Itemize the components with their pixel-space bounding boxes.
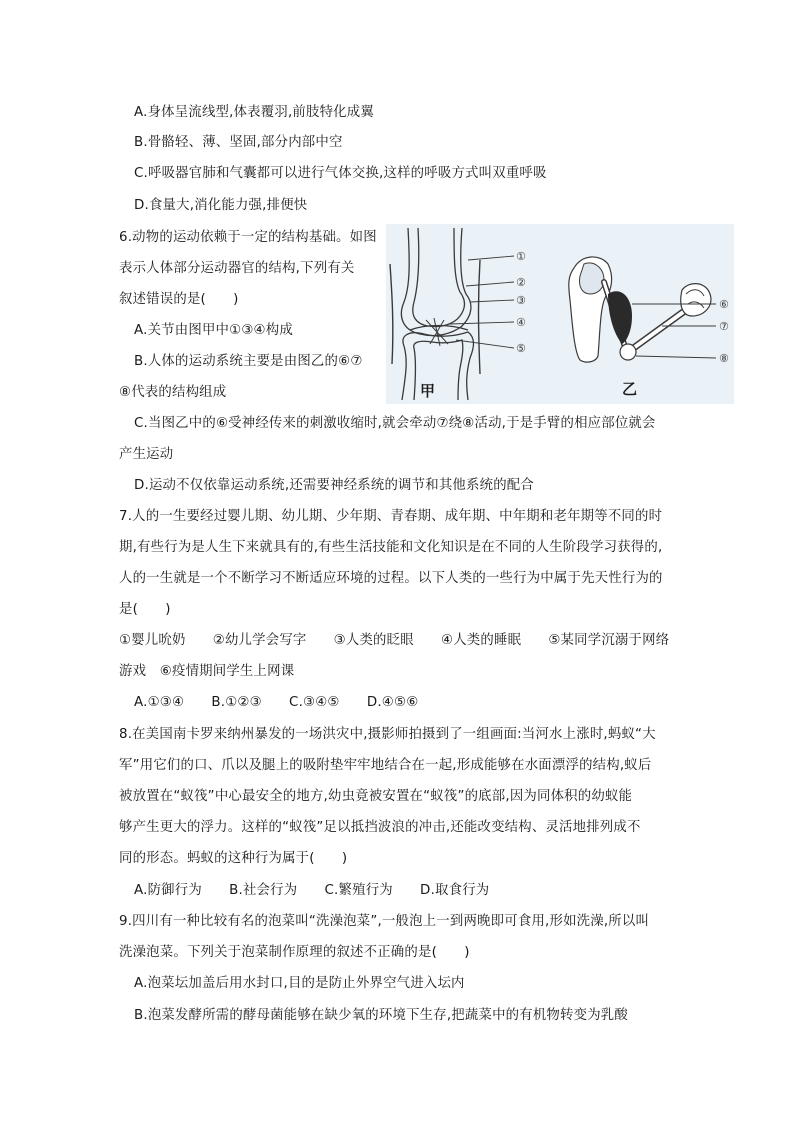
q8-stem-line-1: 8.在美国南卡罗来纳州暴发的一场洪灾中,摄影师拍摄到了一组画面:当河水上涨时,蚂蚁“大 bbox=[119, 727, 656, 742]
marker-1: ① bbox=[516, 250, 526, 263]
knee-joint-drawing bbox=[390, 228, 514, 400]
q9-option-a[interactable]: A.泡菜坛加盖后用水封口,目的是防止外界空气进入坛内 bbox=[134, 976, 465, 991]
marker-6: ⑥ bbox=[719, 298, 729, 311]
q7-stem-line-3: 人的一生就是一个不断学习不断适应环境的过程。以下人类的一些行为中属于先天性行为的 bbox=[119, 571, 663, 586]
marker-2: ② bbox=[516, 276, 526, 289]
q5-option-b[interactable]: B.骨骼轻、薄、坚固,部分内部中空 bbox=[134, 135, 343, 150]
q9-stem-line-1: 9.四川有一种比较有名的泡菜叫“洗澡泡菜”,一般泡上一到两晚即可食用,形如洗澡,所以叫 bbox=[119, 914, 650, 929]
q6-option-c[interactable]: C.当图乙中的⑥受神经传来的刺激收缩时,就会牵动⑦绕⑧活动,于是手臂的相应部位就会 bbox=[134, 416, 656, 431]
q5-option-a[interactable]: A.身体呈流线型,体表覆羽,前肢特化成翼 bbox=[134, 105, 374, 120]
q7-items-line-2: 游戏 ⑥疫情期间学生上网课 bbox=[119, 664, 295, 679]
q7-options[interactable]: A.①③④ B.①②③ C.③④⑤ D.④⑤⑥ bbox=[134, 695, 419, 710]
q5-option-c[interactable]: C.呼吸器官肺和气囊都可以进行气体交换,这样的呼吸方式叫双重呼吸 bbox=[134, 166, 547, 181]
marker-3: ③ bbox=[516, 294, 526, 307]
arm-drawing bbox=[569, 257, 716, 362]
q8-options[interactable]: A.防御行为 B.社会行为 C.繁殖行为 D.取食行为 bbox=[134, 883, 490, 898]
q5-option-d[interactable]: D.食量大,消化能力强,排便快 bbox=[134, 198, 308, 213]
q6-stem-line-1: 6.动物的运动依赖于一定的结构基础。如图 bbox=[119, 230, 377, 245]
q6-stem-line-3: 叙述错误的是( ) bbox=[119, 292, 239, 307]
q9-stem-line-2: 洗澡泡菜。下列关于泡菜制作原理的叙述不正确的是( ) bbox=[119, 945, 470, 960]
q9-option-b[interactable]: B.泡菜发酵所需的酵母菌能够在缺少氧的环境下生存,把蔬菜中的有机物转变为乳酸 bbox=[134, 1008, 628, 1023]
q8-stem-line-4: 够产生更大的浮力。这样的“蚁筏”足以抵挡波浪的冲击,还能改变结构、灵活地排列成不 bbox=[119, 820, 641, 835]
label-jia: 甲 bbox=[420, 382, 436, 400]
q6-stem-line-2: 表示人体部分运动器官的结构,下列有关 bbox=[119, 261, 355, 276]
figure-svg bbox=[386, 224, 734, 404]
motor-organ-figure bbox=[386, 224, 734, 404]
label-yi: 乙 bbox=[622, 380, 638, 398]
marker-5: ⑤ bbox=[516, 342, 526, 355]
q7-items-line-1: ①婴儿吮奶 ②幼儿学会写字 ③人类的眨眼 ④人类的睡眠 ⑤某同学沉溺于网络 bbox=[119, 633, 670, 648]
q6-option-c-cont: 产生运动 bbox=[119, 447, 174, 462]
q6-option-a[interactable]: A.关节由图甲中①③④构成 bbox=[134, 323, 293, 338]
marker-4: ④ bbox=[516, 316, 526, 329]
q7-stem-line-2: 期,有些行为是人生下来就具有的,有些生活技能和文化知识是在不同的人生阶段学习获得的, bbox=[119, 540, 663, 555]
q8-stem-line-5: 同的形态。蚂蚁的这种行为属于( ) bbox=[119, 851, 348, 866]
q6-option-d[interactable]: D.运动不仅依靠运动系统,还需要神经系统的调节和其他系统的配合 bbox=[134, 478, 534, 493]
q8-stem-line-2: 军”用它们的口、爪以及腿上的吸附垫牢牢地结合在一起,形成能够在水面漂浮的结构,蚁后 bbox=[119, 758, 652, 773]
q7-stem-line-4: 是( ) bbox=[119, 602, 171, 617]
q8-stem-line-3: 被放置在“蚁筏”中心最安全的地方,幼虫竟被安置在“蚁筏”的底部,因为同体积的幼蚁能 bbox=[119, 789, 633, 804]
q7-stem-line-1: 7.人的一生要经过婴儿期、幼儿期、少年期、青春期、成年期、中年期和老年期等不同的时 bbox=[119, 509, 663, 524]
marker-7: ⑦ bbox=[719, 320, 729, 333]
q6-option-b-cont: ⑧代表的结构组成 bbox=[119, 385, 227, 400]
marker-8: ⑧ bbox=[719, 352, 729, 365]
q6-option-b[interactable]: B.人体的运动系统主要是由图乙的⑥⑦ bbox=[134, 354, 363, 369]
